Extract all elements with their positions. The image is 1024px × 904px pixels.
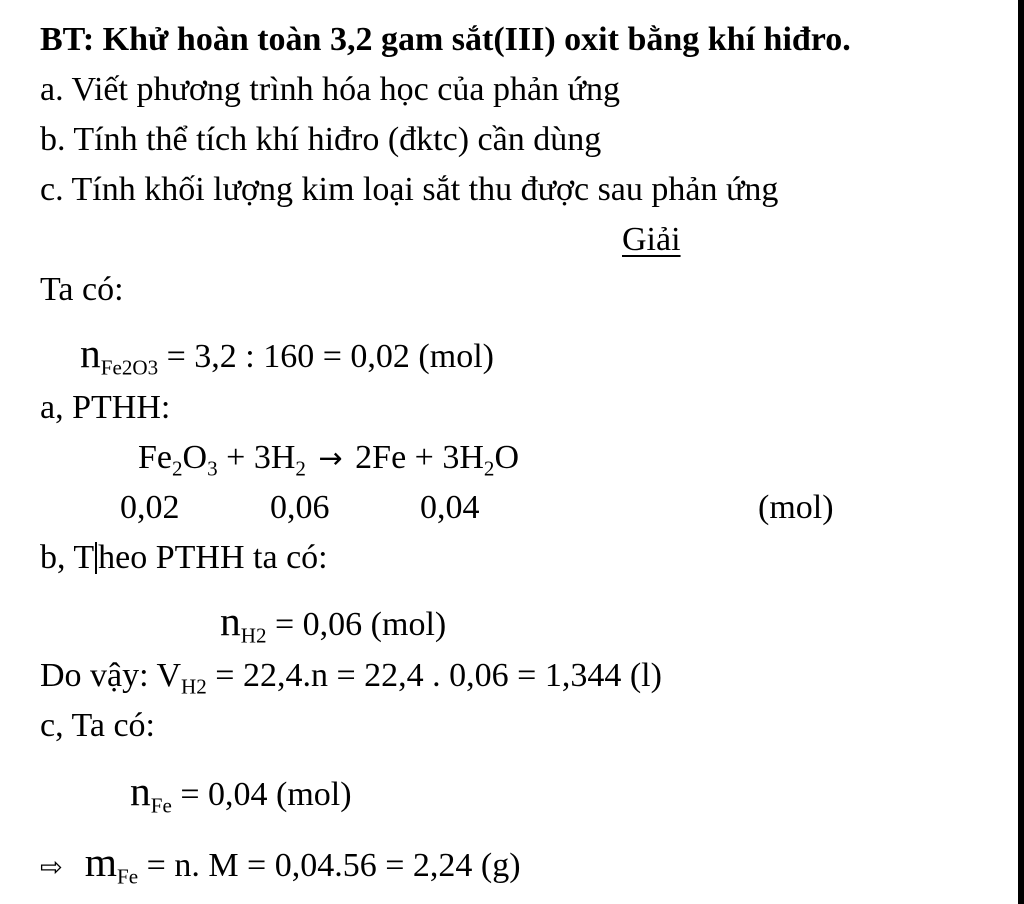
n-fe2o3-formula [80, 330, 494, 380]
n-h2-expression: = 0,06 (mol) [275, 606, 447, 643]
mole-h2: 0,06 [270, 489, 330, 526]
question-c: c. Tính khối lượng kim loại sắt thu được sau phản ứng [40, 171, 779, 208]
mole-fe: 0,04 [420, 489, 480, 526]
eq-plus-3h: + 3H [226, 439, 296, 476]
solution-heading: Giải [622, 221, 681, 258]
eq-water-o: O [494, 439, 519, 476]
mole-fe2o3: 0,02 [120, 489, 180, 526]
part-c-label: c, Ta có: [40, 707, 155, 744]
eq-water-sub: 2 [483, 456, 495, 481]
part-a-label: a, PTHH: [40, 389, 171, 426]
n-expression: = 3,2 : 160 = 0,02 (mol) [166, 338, 494, 375]
volume-subscript: H2 [181, 674, 207, 699]
eq-fe: Fe [138, 439, 172, 476]
m-fe-expression: = n. M = 0,04.56 = 2,24 (g) [146, 847, 521, 884]
n-fe-expression: = 0,04 (mol) [180, 776, 352, 813]
n-h2-formula [220, 598, 447, 648]
part-b-label [40, 538, 328, 578]
question-a: a. Viết phương trình hóa học của phản ứng [40, 71, 620, 108]
n-h2-subscript: H2 [240, 623, 267, 648]
n-fe-symbol: n [130, 768, 151, 814]
volume-calculation [40, 656, 662, 699]
m-fe-symbol: m [84, 839, 118, 885]
n-fe-subscript: Fe [150, 793, 172, 818]
problem-title: BT: Khử hoàn toàn 3,2 gam sắt(III) oxit bằng khí hiđro. [40, 21, 851, 58]
eq-h-sub: 2 [295, 456, 306, 481]
n-fe-formula [130, 768, 352, 818]
mass-calculation [40, 839, 521, 889]
part-b-label-end: heo PTHH ta có: [98, 539, 328, 576]
volume-prefix: Do vậy: V [40, 657, 182, 694]
intro-text: Ta có: [40, 271, 124, 308]
mole-unit: (mol) [758, 489, 834, 526]
n-subscript: Fe2O3 [100, 355, 159, 380]
eq-o: O [182, 439, 208, 476]
chemical-equation [138, 438, 519, 481]
question-b: b. Tính thể tích khí hiđro (đktc) cần dùng [40, 121, 602, 158]
m-fe-subscript: Fe [117, 864, 139, 889]
implies-arrow-icon: ⇨ [40, 852, 63, 883]
eq-sub-2: 2 [172, 456, 183, 481]
eq-sub-3: 3 [207, 456, 218, 481]
part-b-label-start: b, T [40, 539, 95, 576]
n-h2-symbol: n [220, 598, 241, 644]
n-symbol: n [80, 330, 101, 376]
reaction-arrow-icon: → [318, 441, 343, 475]
text-cursor [95, 542, 97, 574]
eq-products: 2Fe + 3H [355, 439, 484, 476]
volume-expression: = 22,4.n = 22,4 . 0,06 = 1,344 (l) [206, 657, 662, 694]
